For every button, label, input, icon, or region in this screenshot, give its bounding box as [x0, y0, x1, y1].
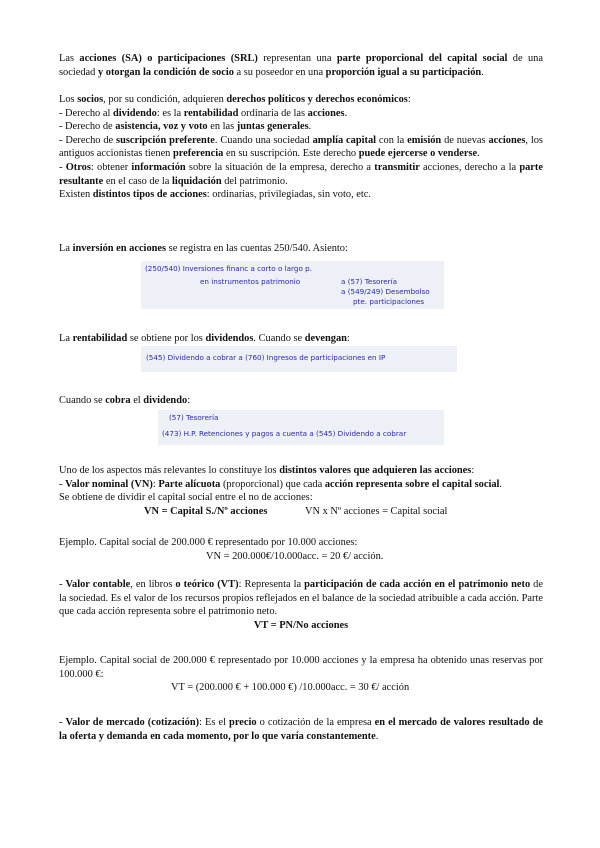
journal-entry-cobro [158, 410, 444, 445]
ejemplo-vt-result: VT = (200.000 € + 100.000 €) /10.000acc. = 30 €/ acción [171, 682, 410, 694]
valor-nominal-formulas [59, 505, 543, 519]
journal-entry-devengo [141, 346, 457, 372]
entry-debit-473-credit-545: (473) H.P. Retenciones y pagos a cuenta a (545) Dividendo a cobrar [162, 429, 407, 438]
ejemplo-vn-text: Ejemplo. Capital social de 200.000 € representado por 10.000 acciones: [59, 537, 358, 548]
entry-credit-57: a (57) Tesorería [341, 277, 398, 286]
paragraph-valor-contable [59, 578, 543, 632]
paragraph-valores [59, 464, 543, 519]
list-item-dividendo: - Derecho al dividendo: es la rentabilidad ordinaria de las acciones. [59, 107, 348, 119]
paragraph-socios-derechos [59, 93, 543, 202]
valor-nominal-definition: - Valor nominal (VN): Parte alícuota (proporcional) que cada acción representa sobre el capital social. [59, 478, 503, 490]
ejemplo-vn-result: VN = 200.000€/10.000acc. = 20 €/ acción. [206, 550, 384, 562]
list-item-asistencia: - Derecho de asistencia, voz y voto en las juntas generales. [59, 121, 312, 133]
formula-vn-capital: VN x Nº acciones = Capital social [305, 505, 448, 517]
paragraph-valor-mercado: - Valor de mercado (cotización): Es el precio o cotización de la empresa en el mercado de valores resultado de la oferta y demanda en cada momento, por lo que varía constantemente. [59, 717, 544, 742]
valores-intro: Uno de los aspectos más relevantes lo constituye los distintos valores que adquieren las acciones: [59, 465, 475, 476]
list-item-suscripcion: - Derecho de suscripción preferente. Cuando una sociedad amplía capital con la emisión de nuevas acciones, los antiguos accionistas tienen preferencia en su suscripción. Este derecho puede ejercerse o venderse. [59, 134, 543, 160]
entry-devengo-line: (545) Dividendo a cobrar a (760) Ingresos de participaciones en IP [146, 353, 386, 362]
paragraph-cobro: Cuando se cobra el dividendo: [59, 395, 191, 406]
paragraph-acciones-definition: Las acciones (SA) o participaciones (SRL) representan una parte proporcional del capital social de una sociedad y otorgan la condición de socio a su poseedor en una proporción igual a su participación. [59, 53, 543, 78]
entry-credit-549-249-cont: pte. participaciones [353, 297, 425, 306]
list-item-otros: - Otros: obtener información sobre la situación de la empresa, derecho a transmitir acciones, derecho a la parte resultante en el caso de la liquidación del patrimonio. [59, 161, 543, 187]
valor-contable-definition: - Valor contable, en libros o teórico (VT): Representa la participación de cada acción en el patrimonio neto de la sociedad. Es el valor de los recursos propios reflejados en el balance de la sociedad atribuible a cada acción. Parte que cada acción representa sobre el patrimonio neto. [59, 579, 543, 618]
derechos-intro: Los socios, por su condición, adquieren derechos políticos y derechos económicos: [59, 94, 411, 105]
formula-vn: VN = Capital S./Nº acciones [144, 505, 268, 517]
ejemplo-vt-text: Ejemplo. Capital social de 200.000 € representado por 10.000 acciones y la empresa ha obtenido unas reservas por 100.000 €: [59, 655, 543, 680]
paragraph-ejemplo-vt [59, 654, 543, 695]
paragraph-rentabilidad: La rentabilidad se obtiene por los dividendos. Cuando se devengan: [59, 333, 350, 344]
journal-entry-inversion [141, 261, 444, 309]
paragraph-ejemplo-vn [59, 536, 543, 563]
tipos-acciones: Existen distintos tipos de acciones: ordinarias, privilegiadas, sin voto, etc. [59, 189, 371, 201]
entry-debit-57: (57) Tesorería [169, 413, 219, 422]
entry-debit-250-540: (250/540) Inversiones financ a corto o largo p. [145, 264, 312, 273]
valor-nominal-calc: Se obtiene de dividir el capital social entre el no de acciones: [59, 492, 313, 504]
entry-debit-250-540-cont: en instrumentos patrimonio [200, 277, 301, 286]
formula-vt: VT = PN/No acciones [253, 619, 349, 631]
entry-credit-549-249: a (549/249) Desembolso [341, 287, 430, 296]
paragraph-inversion: La inversión en acciones se registra en las cuentas 250/540. Asiento: [59, 243, 348, 254]
